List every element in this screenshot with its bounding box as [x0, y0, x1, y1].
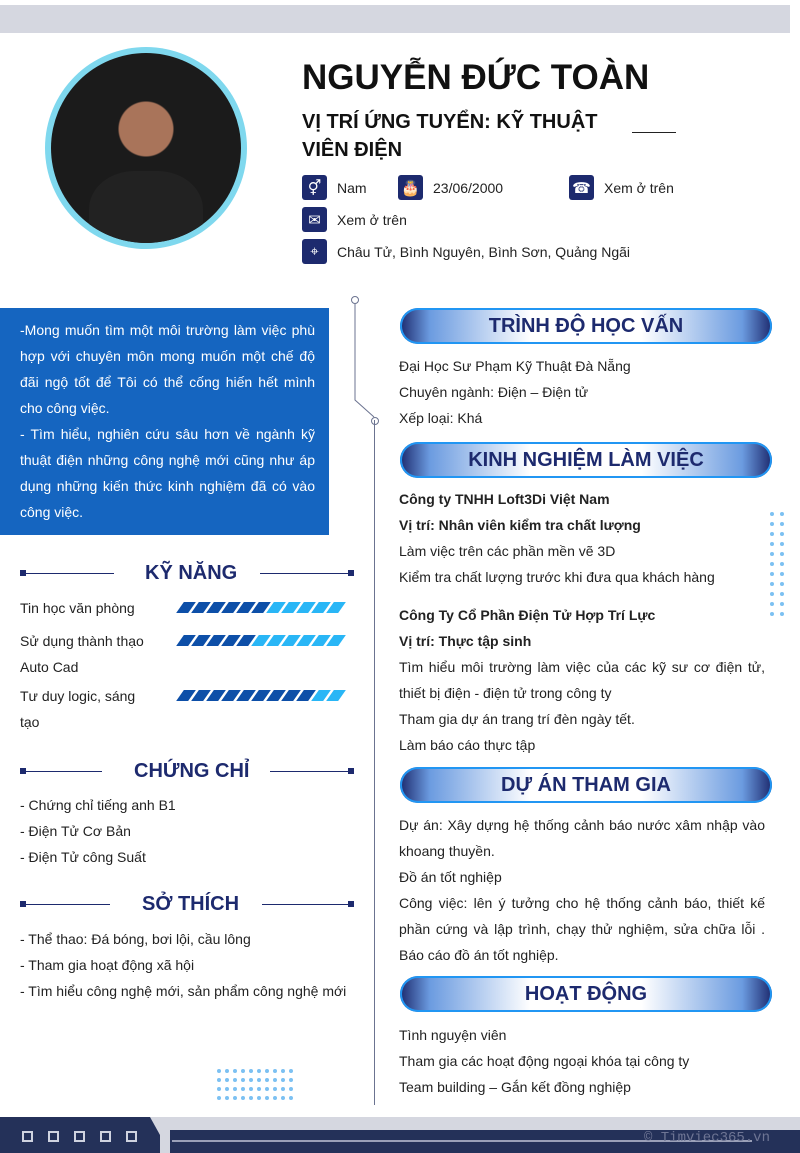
- certificate-item: - Chứng chỉ tiếng anh B1: [20, 797, 176, 813]
- objective-line: -Mong muốn tìm một môi trường làm việc phù hợp với chuyên môn mong muốn một chế độ đãi ngộ tốt để Tôi có thể cống hiến hết mình cho công việc.: [20, 322, 315, 416]
- project-line: Công việc: lên ý tưởng cho hệ thống cảnh báo, thiết kế phần cứng và lập trình, chạy thử nghiệm, sửa chữa lỗi . Báo cáo đồ án tốt nghiệp.: [399, 895, 765, 963]
- dot: [273, 1069, 277, 1073]
- dot: [780, 552, 784, 556]
- top-bar: [0, 5, 790, 33]
- job-line: Làm báo cáo thực tập: [399, 737, 536, 753]
- hobby-item: - Tham gia hoạt động xã hội: [20, 957, 195, 973]
- dot: [249, 1069, 253, 1073]
- dot: [249, 1096, 253, 1100]
- dot: [217, 1069, 221, 1073]
- activity-line: Tình nguyện viên: [399, 1027, 507, 1043]
- cake-icon: 🎂: [398, 175, 423, 200]
- dot: [241, 1087, 245, 1091]
- dot: [780, 522, 784, 526]
- dot: [281, 1087, 285, 1091]
- dot: [780, 582, 784, 586]
- project-line: Đồ án tốt nghiệp: [399, 869, 502, 885]
- hobby-item: - Thể thao: Đá bóng, bơi lội, cầu lông: [20, 931, 251, 947]
- dot: [233, 1078, 237, 1082]
- dot: [273, 1096, 277, 1100]
- dot: [217, 1096, 221, 1100]
- dot: [770, 562, 774, 566]
- dot: [770, 542, 774, 546]
- company: Công ty TNHH Loft3Di Việt Nam: [399, 491, 610, 507]
- dot: [233, 1069, 237, 1073]
- activities-title: HOẠT ĐỘNG: [400, 976, 772, 1012]
- dot: [780, 612, 784, 616]
- address: Châu Tử, Bình Nguyên, Bình Sơn, Quảng Ngãi: [337, 243, 631, 260]
- education-line: Chuyên ngành: Điện – Điện tử: [399, 384, 589, 400]
- dot: [289, 1096, 293, 1100]
- experience-title: KINH NGHIỆM LÀM VIỆC: [400, 442, 772, 478]
- dot: [257, 1087, 261, 1091]
- dot: [257, 1078, 261, 1082]
- dot: [273, 1087, 277, 1091]
- dot: [281, 1096, 285, 1100]
- dot: [217, 1087, 221, 1091]
- dot: [265, 1096, 269, 1100]
- dot: [249, 1078, 253, 1082]
- dot: [265, 1078, 269, 1082]
- job-role: Vị trí: Thực tập sinh: [399, 633, 532, 649]
- hobby-item: - Tìm hiểu công nghệ mới, sản phẩm công nghệ mới: [20, 983, 347, 999]
- birthday: 23/06/2000: [433, 179, 504, 196]
- dot: [770, 552, 774, 556]
- dot: [241, 1096, 245, 1100]
- project-line: Dự án: Xây dựng hệ thống cảnh báo nước xâm nhập vào khoang thuyền.: [399, 817, 765, 859]
- gender-icon: ⚥: [302, 175, 327, 200]
- job-role: Vị trí: Nhân viên kiểm tra chất lượng: [399, 517, 641, 533]
- position-title: VỊ TRÍ ỨNG TUYỂN: KỸ THUẬT VIÊN ĐIỆN: [302, 111, 598, 161]
- job-line: Làm việc trên các phần mền vẽ 3D: [399, 543, 616, 559]
- email-icon: ✉: [302, 207, 327, 232]
- dot: [780, 592, 784, 596]
- dot: [241, 1069, 245, 1073]
- certificate-item: - Điện Tử công Suất: [20, 849, 146, 865]
- activity-line: Team building – Gắn kết đồng nghiệp: [399, 1079, 631, 1095]
- dot: [249, 1087, 253, 1091]
- location-icon: ⌖: [302, 239, 327, 264]
- dots-decoration: [770, 512, 784, 616]
- activity-line: Tham gia các hoạt động ngoại khóa tại công ty: [399, 1053, 690, 1069]
- candidate-name: NGUYỄN ĐỨC TOÀN: [302, 58, 650, 97]
- job-line: Tham gia dự án trang trí đèn ngày tết.: [399, 711, 635, 727]
- career-objective: [0, 308, 329, 535]
- dot: [770, 602, 774, 606]
- objective-line: - Tìm hiểu, nghiên cứu sâu hơn về ngành kỹ thuật điện những công nghệ mới cũng như áp dụng những kiến thức kinh nghiệm đã có vào công việc.: [20, 426, 315, 520]
- dot: [289, 1078, 293, 1082]
- hobbies-title: SỞ THÍCH: [142, 893, 240, 915]
- education-line: Đại Học Sư Phạm Kỹ Thuật Đà Nẵng: [399, 358, 631, 374]
- dot: [225, 1069, 229, 1073]
- dot: [265, 1069, 269, 1073]
- dot: [780, 542, 784, 546]
- projects-title: DỰ ÁN THAM GIA: [400, 767, 772, 803]
- dot: [217, 1078, 221, 1082]
- job-line: Kiểm tra chất lượng trước khi đưa qua khách hàng: [399, 569, 715, 585]
- skills-title: KỸ NĂNG: [145, 562, 238, 584]
- copyright: © Timviec365.vn: [643, 1130, 770, 1146]
- education-line: Xếp loại: Khá: [399, 410, 483, 426]
- dot: [770, 592, 774, 596]
- dot: [257, 1096, 261, 1100]
- company: Công Ty Cổ Phần Điện Tử Hợp Trí Lực: [399, 607, 656, 623]
- phone: Xem ở trên: [604, 179, 674, 196]
- education-title: TRÌNH ĐỘ HỌC VẤN: [400, 308, 772, 344]
- skill-name: Tin học văn phòng: [20, 600, 135, 616]
- dot: [281, 1078, 285, 1082]
- dot: [241, 1078, 245, 1082]
- certificate-item: - Điện Tử Cơ Bản: [20, 823, 131, 839]
- dot: [780, 532, 784, 536]
- dot: [273, 1078, 277, 1082]
- gender: Nam: [337, 179, 367, 196]
- skill-bar: [180, 635, 342, 646]
- dot: [770, 522, 774, 526]
- dot: [265, 1087, 269, 1091]
- dot: [233, 1087, 237, 1091]
- dot: [770, 572, 774, 576]
- dot: [281, 1069, 285, 1073]
- email: Xem ở trên: [337, 211, 407, 228]
- skill-name: Tư duy logic, sáng tạo: [20, 688, 136, 730]
- dot: [770, 532, 774, 536]
- dot: [257, 1069, 261, 1073]
- dot: [780, 572, 784, 576]
- skill-bar: [180, 690, 342, 701]
- avatar: [45, 47, 247, 249]
- dot: [289, 1087, 293, 1091]
- dot: [225, 1096, 229, 1100]
- dot: [770, 582, 774, 586]
- timeline-connector: [340, 295, 385, 425]
- skill-bar: [180, 602, 342, 613]
- dot: [225, 1087, 229, 1091]
- dot: [770, 512, 774, 516]
- timeline-line: [374, 420, 375, 1105]
- dot: [780, 562, 784, 566]
- footer-squares: [22, 1129, 152, 1147]
- phone-icon: ☎: [569, 175, 594, 200]
- divider: [632, 132, 676, 133]
- dots-decoration: [217, 1069, 293, 1100]
- dot: [225, 1078, 229, 1082]
- dot: [780, 602, 784, 606]
- dot: [289, 1069, 293, 1073]
- skill-name: Sử dụng thành thạo Auto Cad: [20, 633, 144, 675]
- dot: [770, 612, 774, 616]
- dot: [780, 512, 784, 516]
- dot: [233, 1096, 237, 1100]
- job-line: Tìm hiểu môi trường làm việc của các kỹ sư cơ điện tử, thiết bị điện - điện tử trong công ty: [399, 659, 765, 701]
- certificates-title: CHỨNG CHỈ: [134, 760, 250, 782]
